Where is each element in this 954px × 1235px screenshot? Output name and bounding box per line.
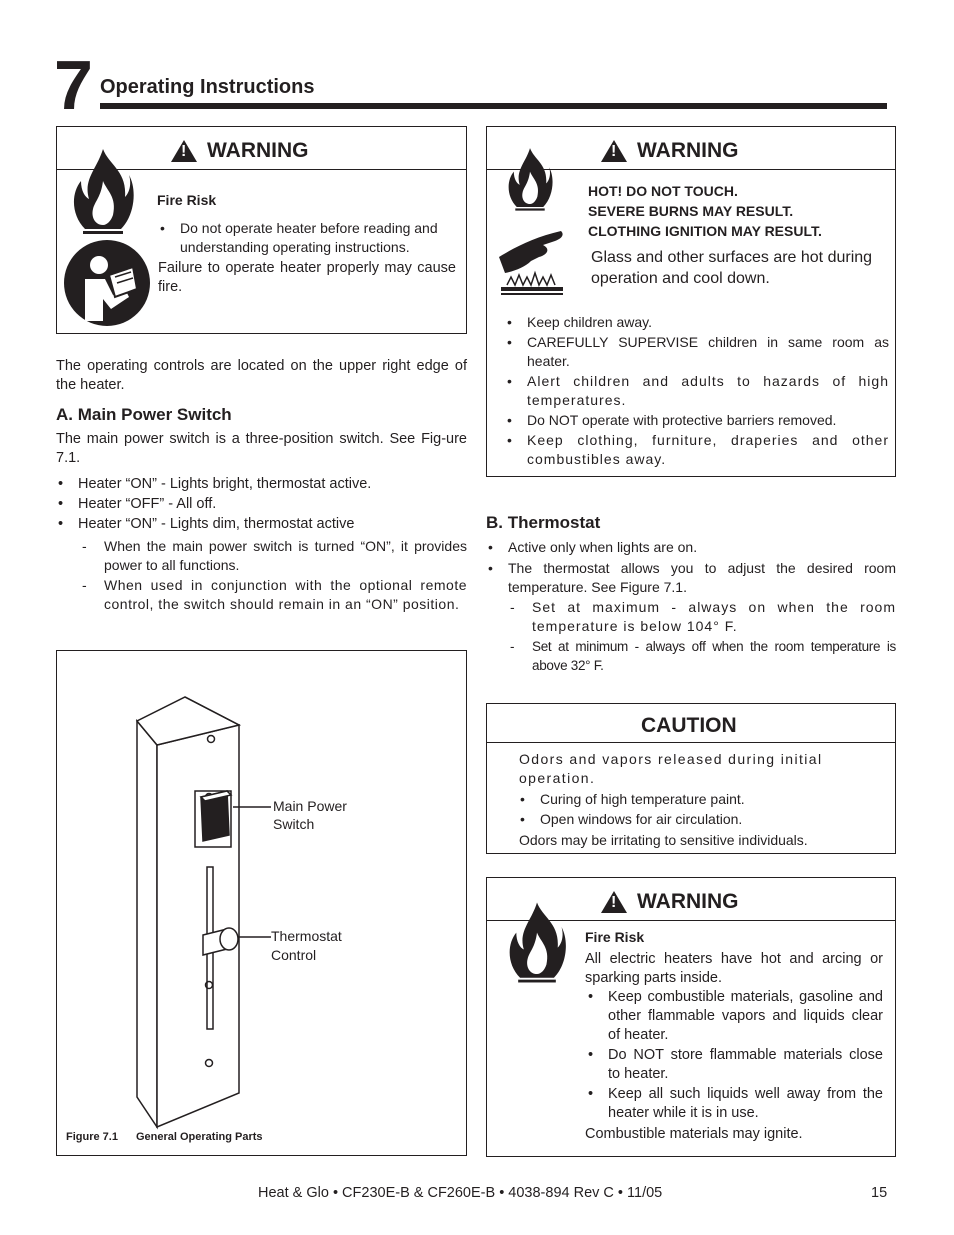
list-item: • Heater “ON” - Lights dim, thermostat active bbox=[54, 515, 467, 534]
caution-box bbox=[486, 703, 896, 854]
section-b-bullets bbox=[484, 538, 896, 597]
list-item: • Keep children away. bbox=[503, 313, 889, 332]
hot-surface-hand-icon bbox=[495, 227, 569, 299]
flame-icon bbox=[69, 145, 137, 237]
list-item: • Keep all such liquids well away from the heater while it is in use. bbox=[584, 1085, 883, 1123]
list-item: • Keep combustible materials, gasoline and other flammable vapors and liquids clear of heater. bbox=[584, 988, 883, 1045]
hot-line: CLOTHING IGNITION MAY RESULT. bbox=[588, 223, 822, 239]
caution-title: CAUTION bbox=[641, 714, 737, 737]
warning-box-electric bbox=[486, 877, 896, 1157]
warning-subtitle: Fire Risk bbox=[585, 929, 645, 945]
figure-caption: Figure 7.1 General Operating Parts bbox=[66, 1131, 263, 1143]
list-item: • CAREFULLY SUPERVISE children in same room as heater. bbox=[503, 333, 889, 371]
warning-bullets bbox=[156, 219, 458, 257]
section-a-heading: A. Main Power Switch bbox=[56, 405, 232, 424]
warning-note: Combustible materials may ignite. bbox=[585, 1126, 803, 1142]
list-item: • The thermostat allows you to adjust the desired room temperature. See Figure 7.1. bbox=[484, 559, 896, 597]
warning-subtitle: Fire Risk bbox=[157, 192, 217, 208]
chapter-number: 7 bbox=[54, 46, 93, 124]
warning-title: ! WARNING bbox=[171, 139, 309, 163]
list-item: • Heater “OFF” - All off. bbox=[54, 495, 467, 514]
figure-7-1 bbox=[56, 650, 467, 1156]
footer-text: Heat & Glo • CF230E-B & CF260E-B • 4038-894 Rev C • 11/05 bbox=[258, 1185, 663, 1201]
list-item: - Set at minimum - always off when the room temperature is above 32° F. bbox=[508, 637, 896, 675]
section-b-dashes bbox=[508, 598, 896, 675]
hot-line: HOT! DO NOT TOUCH. bbox=[588, 183, 738, 199]
page-title: Operating Instructions bbox=[100, 76, 315, 98]
list-item: • Open windows for air circulation. bbox=[516, 810, 876, 829]
list-item: • Do NOT operate with protective barriers removed. bbox=[503, 411, 889, 430]
warning-title: ! WARNING bbox=[601, 890, 739, 914]
caution-bullets bbox=[516, 790, 876, 829]
intro-paragraph: The operating controls are located on the upper right edge of the heater. bbox=[56, 358, 467, 393]
list-item: - When used in conjunction with the optional remote control, the switch should remain in an “ON” position. bbox=[80, 576, 467, 614]
warning-triangle-icon bbox=[601, 140, 627, 162]
warning-title: ! WARNING bbox=[601, 139, 739, 163]
page-number: 15 bbox=[871, 1185, 888, 1201]
warning-triangle-icon bbox=[601, 891, 627, 913]
warning-bullets bbox=[584, 988, 883, 1123]
list-item: • Keep clothing, furniture, draperies and other combustibles away. bbox=[503, 431, 889, 469]
caution-note: Odors may be irritating to sensitive individuals. bbox=[519, 832, 808, 848]
warning-box-hot bbox=[486, 126, 896, 477]
flame-icon bbox=[505, 139, 555, 219]
list-item: • Active only when lights are on. bbox=[484, 538, 896, 557]
list-item: - When the main power switch is turned “ON”, it provides power to all functions. bbox=[80, 537, 467, 575]
operating-parts-diagram bbox=[57, 651, 465, 1154]
hot-warning-lines bbox=[588, 181, 822, 241]
list-item: • Do NOT store flammable materials close to heater. bbox=[584, 1046, 883, 1084]
glass-hot-text: Glass and other surfaces are hot during operation and cool down. bbox=[591, 249, 873, 287]
list-item: • Do not operate heater before reading and understanding operating instructions. bbox=[156, 219, 458, 257]
read-manual-icon bbox=[63, 239, 151, 327]
section-a-dashes bbox=[80, 537, 467, 614]
list-item: - Set at maximum - always on when the room temperature is below 104° F. bbox=[508, 598, 896, 636]
warning-intro: All electric heaters have hot and arcing or sparking parts inside. bbox=[585, 951, 883, 986]
flame-icon bbox=[505, 896, 569, 988]
list-item: • Heater “ON” - Lights bright, thermostat active. bbox=[54, 475, 467, 494]
list-item: • Alert children and adults to hazards of high temperatures. bbox=[503, 372, 889, 410]
label-thermostat-control: Thermostat Control bbox=[271, 928, 342, 963]
warning-triangle-icon bbox=[171, 140, 197, 162]
label-main-power-switch: Main Power Switch bbox=[273, 798, 347, 832]
warning-bullets bbox=[503, 313, 889, 469]
warning-box-fire-risk bbox=[56, 126, 467, 334]
section-b-heading: B. Thermostat bbox=[486, 513, 601, 532]
title-rule bbox=[100, 103, 887, 109]
hot-line: SEVERE BURNS MAY RESULT. bbox=[588, 203, 794, 219]
section-a-bullets bbox=[54, 475, 467, 534]
list-item: • Curing of high temperature paint. bbox=[516, 790, 876, 809]
section-a-text: The main power switch is a three-position switch. See Fig-ure 7.1. bbox=[56, 431, 467, 466]
warning-note: Failure to operate heater properly may cause fire. bbox=[158, 260, 456, 295]
caution-intro: Odors and vapors released during initial operation. bbox=[519, 751, 823, 786]
